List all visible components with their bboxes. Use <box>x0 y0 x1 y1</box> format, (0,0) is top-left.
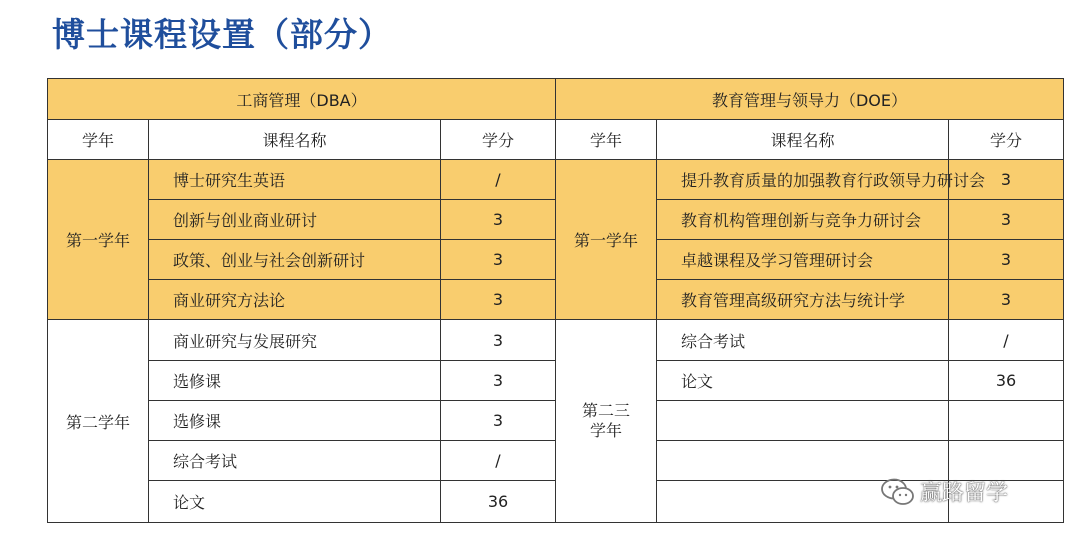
dba-credits: 3 <box>441 320 556 361</box>
dba-credits: 3 <box>441 200 556 240</box>
doe-credits: 36 <box>949 361 1064 401</box>
dba-credits-header: 学分 <box>441 120 556 160</box>
doe-course <box>657 401 949 441</box>
dba-credits: / <box>441 160 556 200</box>
doe-credits: 3 <box>949 200 1064 240</box>
watermark <box>880 476 1008 507</box>
dba-credits: 3 <box>441 280 556 320</box>
doe-credits: / <box>949 320 1064 361</box>
dba-course-header: 课程名称 <box>149 120 441 160</box>
dba-course: 选修课 <box>149 401 441 441</box>
doe-credits-header: 学分 <box>949 120 1064 160</box>
doe-course-header: 课程名称 <box>657 120 949 160</box>
doe-course: 提升教育质量的加强教育行政领导力研讨会 <box>657 160 949 200</box>
doe-credits <box>949 441 1064 481</box>
dba-year-header: 学年 <box>48 120 149 160</box>
program-dba-header: 工商管理（DBA） <box>48 79 556 120</box>
dba-credits: 3 <box>441 240 556 280</box>
doe-year23-label-line1: 第二三 <box>581 401 630 420</box>
table-row <box>48 160 1064 200</box>
doe-course: 论文 <box>657 361 949 401</box>
dba-credits: / <box>441 441 556 481</box>
dba-course: 商业研究方法论 <box>149 280 441 320</box>
doe-course: 卓越课程及学习管理研讨会 <box>657 240 949 280</box>
dba-credits: 3 <box>441 361 556 401</box>
dba-year2-label: 第二学年 <box>48 320 149 523</box>
dba-year1-label: 第一学年 <box>48 160 149 320</box>
dba-course: 选修课 <box>149 361 441 401</box>
wechat-icon <box>880 477 916 507</box>
dba-course: 综合考试 <box>149 441 441 481</box>
doe-course <box>657 441 949 481</box>
doe-credits: 3 <box>949 280 1064 320</box>
dba-course: 政策、创业与社会创新研讨 <box>149 240 441 280</box>
program-header-row <box>48 79 1064 120</box>
doe-year1-label: 第一学年 <box>556 160 657 320</box>
course-table <box>47 78 1064 523</box>
table-row <box>48 320 1064 361</box>
dba-credits: 3 <box>441 401 556 441</box>
column-header-row <box>48 120 1064 160</box>
doe-year23-label-line2: 学年 <box>589 421 622 440</box>
watermark-text: 赢路留学 <box>920 481 1009 506</box>
page-title: 博士课程设置（部分） <box>52 15 392 54</box>
dba-course: 商业研究与发展研究 <box>149 320 441 361</box>
doe-credits: 3 <box>949 160 1064 200</box>
doe-credits: 3 <box>949 240 1064 280</box>
doe-year23-label <box>556 320 657 523</box>
dba-course: 创新与创业商业研讨 <box>149 200 441 240</box>
program-doe-header: 教育管理与领导力（DOE） <box>556 79 1064 120</box>
doe-year-header: 学年 <box>556 120 657 160</box>
dba-course: 论文 <box>149 481 441 523</box>
doe-course: 教育机构管理创新与竞争力研讨会 <box>657 200 949 240</box>
doe-course: 综合考试 <box>657 320 949 361</box>
dba-credits: 36 <box>441 481 556 523</box>
dba-course: 博士研究生英语 <box>149 160 441 200</box>
doe-course: 教育管理高级研究方法与统计学 <box>657 280 949 320</box>
doe-credits <box>949 401 1064 441</box>
